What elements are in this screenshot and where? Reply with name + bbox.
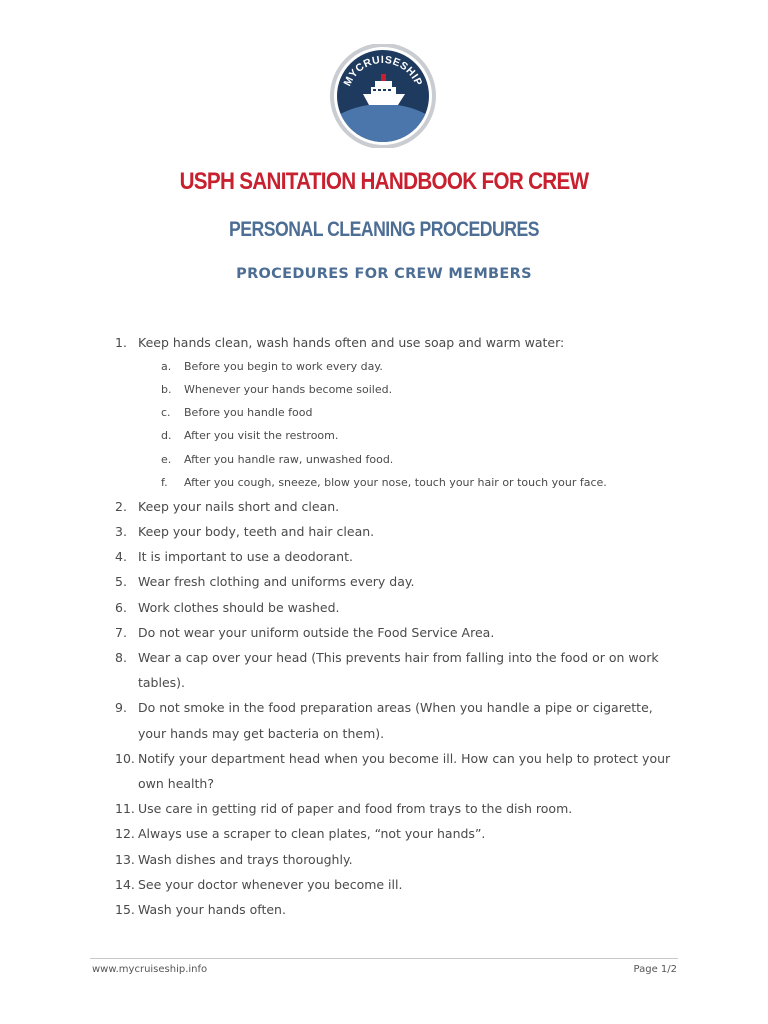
list-item-text: Keep hands clean, wash hands often and use soap and warm water: bbox=[138, 335, 565, 350]
sub-list-item bbox=[0, 471, 768, 494]
list-item-text: Use care in getting rid of paper and food from trays to the dish room. bbox=[138, 801, 573, 817]
list-item-text: Always use a scraper to clean plates, “not your hands”. bbox=[138, 826, 486, 842]
list-item-text: Wear a cap over your head (This prevents hair from falling into the food or on work tables). bbox=[138, 649, 659, 691]
footer-website-link[interactable]: www.mycruiseship.info bbox=[92, 964, 208, 975]
list-item-number: 11. bbox=[115, 801, 135, 817]
sub-list-item bbox=[0, 355, 768, 378]
list-item-text: Keep your nails short and clean. bbox=[138, 498, 340, 514]
list-item bbox=[0, 330, 768, 355]
list-item-number: 10. bbox=[115, 750, 135, 766]
list-item-text: Do not smoke in the food preparation areas (When you handle a pipe or cigarette, your hands may get bacteria on them). bbox=[138, 700, 653, 741]
list-item-number: 7. bbox=[115, 624, 127, 640]
list-item bbox=[0, 796, 768, 821]
sub-list-item-letter: d. bbox=[161, 429, 172, 443]
document-title: USPH SANITATION HANDBOOK FOR CREW bbox=[179, 168, 589, 195]
footer-page-number: Page 1/2 bbox=[633, 964, 677, 975]
list-item-text: See your doctor whenever you become ill. bbox=[138, 876, 403, 892]
list-item-number: 3. bbox=[115, 523, 127, 539]
list-item bbox=[0, 569, 768, 594]
mycruiseship-logo bbox=[329, 44, 437, 148]
list-item-text: Notify your department head when you become ill. How can you help to protect your own health? bbox=[138, 750, 671, 791]
sub-list-item-text: After you handle raw, unwashed food. bbox=[184, 452, 394, 466]
procedure-list bbox=[0, 330, 768, 922]
list-item-text: Wash your hands often. bbox=[138, 902, 286, 918]
list-item bbox=[0, 897, 768, 922]
list-item-number: 12. bbox=[115, 826, 135, 842]
sub-list-item-letter: a. bbox=[161, 360, 172, 374]
footer-divider bbox=[90, 958, 678, 959]
list-item bbox=[0, 519, 768, 544]
list-item-number: 5. bbox=[115, 574, 127, 590]
list-item-text: Work clothes should be washed. bbox=[138, 599, 340, 615]
list-item-text: Keep your body, teeth and hair clean. bbox=[138, 523, 375, 539]
sub-list-item bbox=[0, 378, 768, 401]
list-item bbox=[0, 695, 768, 745]
sub-list-item-letter: c. bbox=[161, 406, 171, 420]
sub-list-item-letter: b. bbox=[161, 383, 172, 397]
list-item-text: It is important to use a deodorant. bbox=[138, 549, 353, 565]
sub-list-item bbox=[0, 401, 768, 424]
list-item-number: 13. bbox=[115, 851, 135, 867]
list-item bbox=[0, 872, 768, 897]
sub-list-item-letter: e. bbox=[161, 452, 172, 466]
list-item bbox=[0, 620, 768, 645]
sub-list-item-text: Before you handle food bbox=[184, 406, 313, 420]
sub-list-item-text: After you cough, sneeze, blow your nose, touch your hair or touch your face. bbox=[184, 475, 607, 489]
list-item-number: 14. bbox=[115, 876, 135, 892]
sub-list-item-letter: f. bbox=[161, 475, 168, 489]
list-item-text: Wear fresh clothing and uniforms every day. bbox=[138, 574, 415, 590]
list-item bbox=[0, 645, 768, 695]
list-item-number: 9. bbox=[115, 700, 127, 716]
list-item-number: 4. bbox=[115, 549, 127, 565]
list-item-number: 1. bbox=[115, 335, 127, 350]
svg-text:MYCRUISESHIP: MYCRUISESHIP bbox=[341, 53, 425, 89]
document-subtitle: PERSONAL CLEANING PROCEDURES bbox=[229, 218, 539, 241]
section-heading: PROCEDURES FOR CREW MEMBERS bbox=[236, 266, 532, 282]
list-item-number: 8. bbox=[115, 649, 127, 665]
sub-list-item-text: After you visit the restroom. bbox=[184, 429, 339, 443]
list-item bbox=[0, 494, 768, 519]
sub-list-item bbox=[0, 424, 768, 447]
list-item bbox=[0, 821, 768, 846]
list-item-number: 15. bbox=[115, 902, 135, 918]
sub-list-item-text: Before you begin to work every day. bbox=[184, 360, 383, 374]
list-item-text: Wash dishes and trays thoroughly. bbox=[138, 851, 353, 867]
list-item-number: 2. bbox=[115, 498, 127, 514]
list-item-number: 6. bbox=[115, 599, 127, 615]
list-item bbox=[0, 847, 768, 872]
list-item bbox=[0, 544, 768, 569]
sub-list-item bbox=[0, 448, 768, 471]
list-item bbox=[0, 746, 768, 796]
list-item-text: Do not wear your uniform outside the Food Service Area. bbox=[138, 624, 495, 640]
list-item bbox=[0, 595, 768, 620]
sub-list-item-text: Whenever your hands become soiled. bbox=[184, 383, 393, 397]
